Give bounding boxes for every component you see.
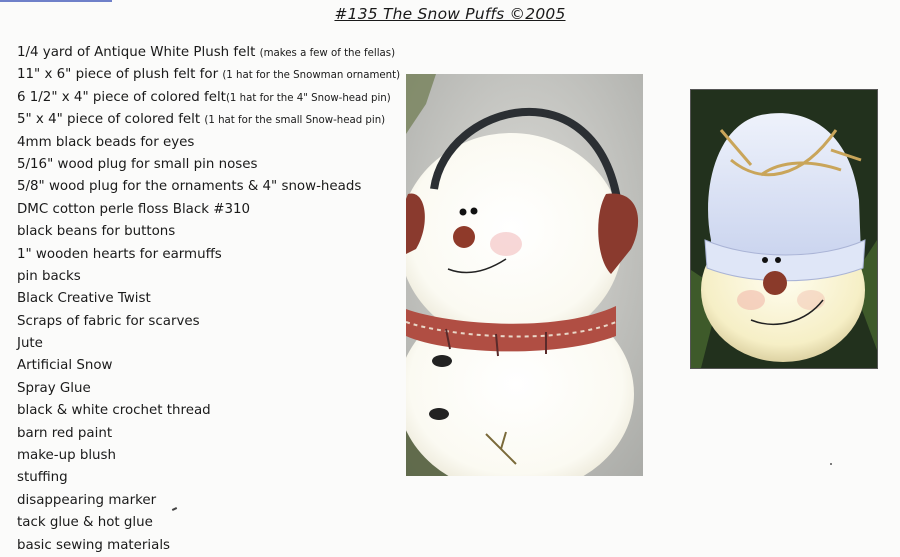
material-item bbox=[17, 423, 400, 445]
material-item bbox=[17, 266, 400, 288]
material-text: barn red paint bbox=[17, 425, 113, 441]
material-item bbox=[17, 445, 400, 467]
material-text: stuffing bbox=[17, 470, 68, 486]
material-item bbox=[17, 42, 400, 64]
material-text: Spray Glue bbox=[17, 380, 91, 396]
materials-list bbox=[17, 42, 400, 557]
material-text: disappearing marker bbox=[17, 492, 157, 508]
material-note: (1 hat for the 4" Snow-head pin) bbox=[225, 92, 391, 104]
speck-mark bbox=[830, 463, 832, 465]
material-text: pin backs bbox=[17, 268, 81, 284]
material-item bbox=[17, 467, 400, 489]
material-item bbox=[17, 490, 400, 512]
material-text: basic sewing materials bbox=[17, 537, 171, 553]
material-item bbox=[17, 244, 400, 266]
material-item bbox=[17, 87, 400, 109]
material-item bbox=[17, 109, 400, 131]
material-text: black & white crochet thread bbox=[17, 403, 211, 419]
snowman-ornament-photo bbox=[406, 74, 643, 476]
material-text: 1/4 yard of Antique White Plush felt bbox=[17, 45, 260, 60]
material-text: black beans for buttons bbox=[17, 224, 176, 240]
material-text: Artificial Snow bbox=[17, 358, 113, 374]
material-text: make-up blush bbox=[17, 448, 117, 464]
material-item bbox=[17, 512, 400, 534]
snow-head-pin-illustration bbox=[691, 90, 877, 368]
material-text: 4mm black beads for eyes bbox=[17, 134, 195, 150]
material-item bbox=[17, 311, 400, 333]
snowman-ornament-illustration bbox=[406, 74, 643, 476]
material-item bbox=[17, 288, 400, 310]
material-item bbox=[17, 221, 400, 243]
material-item bbox=[17, 176, 400, 198]
material-item bbox=[17, 64, 400, 86]
material-text: 5/8" wood plug for the ornaments & 4" snow-heads bbox=[17, 179, 362, 195]
material-text: Jute bbox=[17, 336, 43, 352]
material-item bbox=[17, 400, 400, 422]
material-note: (1 hat for the small Snow-head pin) bbox=[204, 115, 386, 127]
material-item bbox=[17, 378, 400, 400]
material-note: (makes a few of the fellas) bbox=[259, 48, 396, 59]
page-title: #135 The Snow Puffs ©2005 bbox=[334, 5, 566, 23]
material-text: Scraps of fabric for scarves bbox=[17, 313, 200, 329]
material-item bbox=[17, 333, 400, 355]
material-text: 1" wooden hearts for earmuffs bbox=[17, 246, 222, 262]
snow-head-pin-photo bbox=[690, 89, 878, 369]
material-note: (1 hat for the Snowman ornament) bbox=[222, 70, 401, 82]
material-item bbox=[17, 355, 400, 377]
material-item bbox=[17, 132, 400, 154]
material-text: 5/16" wood plug for small pin noses bbox=[17, 156, 258, 172]
corner-rule bbox=[0, 0, 112, 2]
material-text: 11" x 6" piece of plush felt for bbox=[17, 67, 223, 83]
material-text: Black Creative Twist bbox=[17, 291, 151, 307]
material-item bbox=[17, 154, 400, 176]
material-text: 6 1/2" x 4" piece of colored felt bbox=[17, 89, 226, 105]
material-item bbox=[17, 199, 400, 221]
material-text: tack glue & hot glue bbox=[17, 515, 153, 531]
material-text: 5" x 4" piece of colored felt bbox=[17, 112, 205, 128]
material-item bbox=[17, 535, 400, 557]
material-text: DMC cotton perle floss Black #310 bbox=[17, 201, 251, 217]
